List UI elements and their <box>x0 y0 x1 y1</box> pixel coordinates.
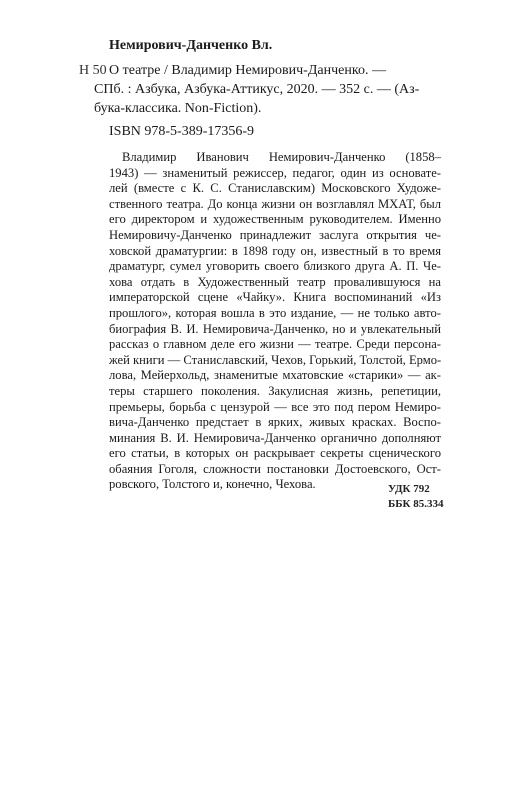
annotation-line: обаяния Гоголя, сложности постановки Достоевского, Ост- <box>109 461 441 476</box>
annotation-line: ровского, Толстого и, конечно, Чехова. <box>109 477 316 492</box>
annotation-line: биография В. И. Немировича-Данченко, но и увлекательный <box>109 321 441 336</box>
annotation-line: минания В. И. Немировича-Данченко органично дополняют <box>109 430 441 445</box>
bib-line-imprint: СПб. : Азбука, Азбука-Аттикус, 2020. — 352 с. — (Аз- <box>94 82 420 97</box>
bib-line-series: бука-классика. Non-Fiction). <box>94 101 262 116</box>
annotation-line: прошлого», которая вошла в это издание, — не только авто- <box>109 305 441 320</box>
annotation-line: императорской сцене «Чайку». Книга воспоминаний «Из <box>109 290 441 305</box>
udk-code: УДК 792 <box>388 483 430 495</box>
annotation-line: ховской драматургии: в 1898 году он, известный в то время <box>109 243 441 258</box>
catalog-index: Н 50 <box>79 63 107 78</box>
isbn: ISBN 978-5-389-17356-9 <box>109 124 255 139</box>
annotation-line: вича-Данченко предстает в ярких, живых красках. Воспо- <box>109 415 441 430</box>
bib-line-title: О театре / Владимир Немирович-Данченко. — <box>109 63 386 78</box>
annotation-line: его статьи, в которых он раскрывает секреты сценического <box>109 446 441 461</box>
annotation-line: драматург, сумел уговорить своего близкого друга А. П. Че- <box>109 259 441 274</box>
annotation-line: ственного театра. До конца жизни он возглавлял МХАТ, был <box>109 196 441 211</box>
bbk-code: ББК 85.334 <box>388 498 444 510</box>
annotation-line: его директором и художественным руководителем. Именно <box>109 212 441 227</box>
annotation-line: жей книги — Станиславский, Чехов, Горький, Толстой, Ермо- <box>109 352 442 367</box>
annotation-line: Немировичу-Данченко принадлежит заслуга открытия че- <box>109 227 441 242</box>
author-heading: Немирович-Данченко Вл. <box>109 38 273 53</box>
annotation-line: 1943) — знаменитый режиссер, педагог, один из основате- <box>109 165 441 180</box>
annotation-line: Владимир Иванович Немирович-Данченко (1858– <box>122 150 441 164</box>
annotation <box>109 150 441 493</box>
annotation-line: хова отдать в Художественный театр провалившуюся на <box>109 274 441 289</box>
annotation-line: премьеры, борьба с цензурой — все это под пером Немиро- <box>109 399 441 414</box>
annotation-line: лей (вместе с К. С. Станиславским) Московского Художе- <box>109 181 441 196</box>
annotation-line: рассказ о главном деле его жизни — театре. Среди персона- <box>109 337 441 352</box>
annotation-line: теры старшего поколения. Закулисная жизнь, репетиции, <box>109 383 441 398</box>
annotation-line: лова, Мейерхольд, знаменитые мхатовские «старики» — ак- <box>109 368 441 383</box>
